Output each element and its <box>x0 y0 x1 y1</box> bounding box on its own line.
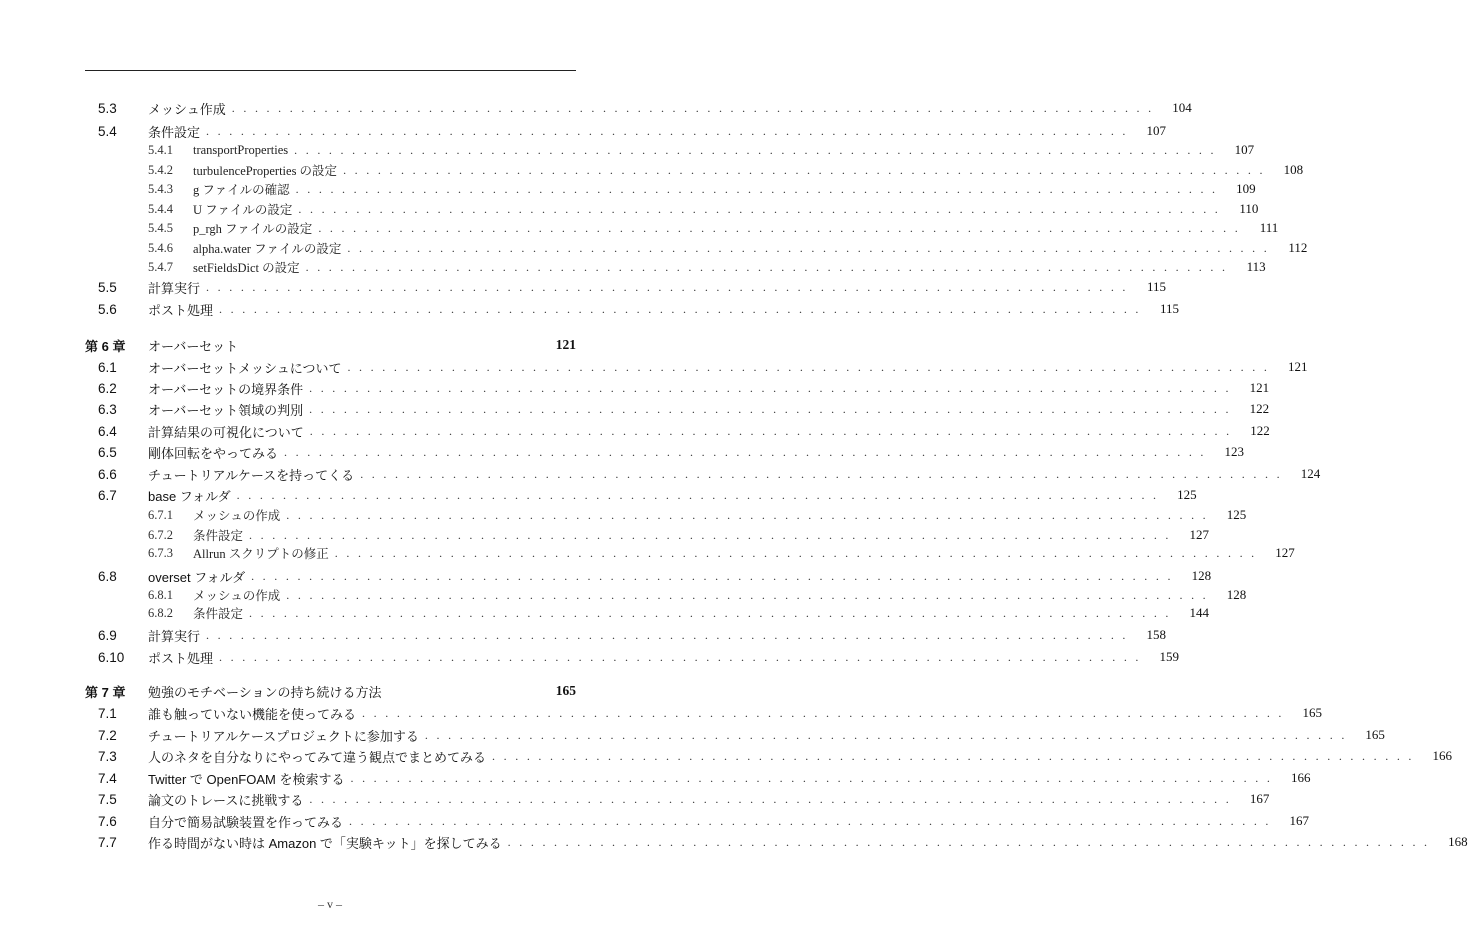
dot-leader: ................................................................................ <box>206 123 1135 138</box>
dot-leader: ................................................................................ <box>424 727 1353 742</box>
toc-title: 条件設定 <box>148 124 201 140</box>
toc-section[interactable] <box>85 647 1180 667</box>
toc-title: オーバーセットの境界条件 <box>148 381 304 397</box>
toc-page: 112 <box>1288 240 1308 255</box>
toc-number: 第 6 章 <box>85 338 126 354</box>
toc-title: 計算結果の可視化について <box>148 424 304 440</box>
toc-page: 122 <box>1249 401 1270 416</box>
dot-leader: ................................................................................ <box>360 466 1289 481</box>
toc-page: 115 <box>1159 301 1180 316</box>
toc-subsection[interactable] <box>85 140 1255 160</box>
toc-title: チュートリアルケースプロジェクトに参加する <box>148 728 419 744</box>
toc-number: 5.4 <box>98 123 117 139</box>
dot-leader: ................................................................................ <box>334 545 1263 560</box>
dot-leader: ................................................................................ <box>298 201 1227 216</box>
toc-title: p_rgh ファイルの設定 <box>193 222 313 236</box>
toc-title: 誰も触っていない機能を使ってみる <box>148 706 357 722</box>
toc-subsection[interactable] <box>85 238 1308 258</box>
toc-title: メッシュの作成 <box>193 589 281 603</box>
toc-title: ポスト処理 <box>148 650 214 666</box>
toc-page: 123 <box>1224 444 1245 459</box>
toc-page: 159 <box>1159 649 1180 664</box>
dot-leader: ................................................................................ <box>350 770 1279 785</box>
toc-subsection[interactable] <box>85 505 1247 525</box>
toc-section[interactable] <box>85 357 1308 377</box>
toc-number: 6.8 <box>98 568 117 584</box>
toc-title: 人のネタを自分なりにやってみて違う観点でまとめてみる <box>148 749 487 765</box>
toc-number: 5.4.5 <box>148 220 173 235</box>
dot-leader: ................................................................................ <box>294 142 1223 157</box>
toc-number: 5.5 <box>98 279 117 295</box>
toc-title: 計算実行 <box>148 628 201 644</box>
toc-section[interactable] <box>85 98 1192 118</box>
toc-page: 121 <box>1249 380 1270 395</box>
toc-title: オーバーセットメッシュについて <box>148 360 342 376</box>
toc-page: 110 <box>1239 201 1259 216</box>
toc-page: 121 <box>555 337 576 352</box>
toc-page: 127 <box>1189 527 1210 542</box>
dot-leader: ................................................................................ <box>295 181 1224 196</box>
dot-leader: ................................................................................ <box>251 568 1180 583</box>
dot-leader: ................................................................................ <box>347 240 1276 255</box>
toc-page: 158 <box>1146 627 1167 642</box>
toc-section[interactable] <box>85 299 1180 319</box>
toc-number: 5.4.2 <box>148 162 173 177</box>
dot-leader: ................................................................................ <box>286 587 1215 602</box>
toc-number: 7.4 <box>98 770 117 786</box>
toc-title: 自分で簡易試験装置を作ってみる <box>148 814 344 830</box>
toc-page: 108 <box>1283 162 1304 177</box>
toc-title: g ファイルの確認 <box>193 183 290 197</box>
dot-leader: ................................................................................ <box>249 527 1178 542</box>
toc-number: 5.4.1 <box>148 142 173 157</box>
toc-subsection[interactable] <box>85 179 1256 199</box>
toc-subsection[interactable] <box>85 160 1304 180</box>
toc-number: 7.3 <box>98 748 117 764</box>
dot-leader: ................................................................................ <box>219 649 1148 664</box>
toc-title: 計算実行 <box>148 280 201 296</box>
toc-title: 勉強のモチベーションの持ち続ける方法 <box>148 684 382 700</box>
toc-page: 165 <box>1302 705 1323 720</box>
toc-section[interactable] <box>85 442 1245 462</box>
toc-section[interactable] <box>85 399 1270 419</box>
toc-page: 144 <box>1189 605 1210 620</box>
toc-number: 6.3 <box>98 401 117 417</box>
toc-title: ポスト処理 <box>148 302 214 318</box>
toc-number: 6.7.3 <box>148 545 173 560</box>
dot-leader: ................................................................................ <box>362 705 1291 720</box>
toc-section[interactable] <box>85 832 1468 852</box>
toc-section[interactable] <box>85 625 1167 645</box>
toc-section[interactable] <box>85 703 1323 723</box>
toc-title: オーバーセット <box>148 338 239 354</box>
dot-leader: ................................................................................ <box>349 813 1278 828</box>
dot-leader: ................................................................................ <box>492 748 1421 763</box>
toc-page: 113 <box>1246 259 1266 274</box>
toc-title: メッシュの作成 <box>193 509 281 523</box>
toc-page: 107 <box>1234 142 1255 157</box>
toc-title: 条件設定 <box>193 607 244 621</box>
toc-section[interactable] <box>85 768 1311 788</box>
toc-number: 7.1 <box>98 705 117 721</box>
toc-subsection[interactable] <box>85 218 1279 238</box>
toc-page: 111 <box>1259 220 1279 235</box>
toc-title: setFieldsDict の設定 <box>193 261 300 275</box>
dot-leader: ................................................................................ <box>206 279 1135 294</box>
dot-leader: ................................................................................ <box>347 359 1276 374</box>
toc-number: 6.10 <box>98 649 125 665</box>
toc-page: 115 <box>1146 279 1167 294</box>
toc-subsection[interactable] <box>85 603 1210 623</box>
dot-leader: ................................................................................ <box>343 162 1272 177</box>
toc-number: 6.7 <box>98 487 117 503</box>
toc-page: 125 <box>1177 487 1197 502</box>
toc-title: 論文のトレースに挑戦する <box>148 792 304 808</box>
toc-number: 第 7 章 <box>85 684 126 700</box>
toc-page: 167 <box>1289 813 1310 828</box>
toc-page: 167 <box>1249 791 1270 806</box>
toc-title: U ファイルの設定 <box>193 203 293 217</box>
toc-section[interactable] <box>85 566 1212 586</box>
toc-title: 作る時間がない時は Amazon で「実験キット」を探してみる <box>148 835 502 851</box>
dot-leader: ................................................................................ <box>318 220 1247 235</box>
dot-leader: ................................................................................ <box>231 100 1160 115</box>
toc-page: 166 <box>1290 770 1311 785</box>
toc-title: 剛体回転をやってみる <box>148 445 279 461</box>
toc-title: base フォルダ <box>148 488 231 504</box>
toc-title: オーバーセット領域の判別 <box>148 402 304 418</box>
toc-page: 165 <box>1365 727 1385 742</box>
toc-number: 6.4 <box>98 423 117 439</box>
toc-number: 5.4.3 <box>148 181 173 196</box>
toc-number: 6.1 <box>98 359 117 375</box>
toc-section[interactable] <box>85 464 1321 484</box>
dot-leader: ................................................................................ <box>206 627 1135 642</box>
dot-leader: ................................................................................ <box>309 401 1238 416</box>
toc-number: 7.7 <box>98 834 117 850</box>
toc-section[interactable] <box>85 811 1310 831</box>
toc-number: 5.6 <box>98 301 117 317</box>
toc-page: 168 <box>1448 834 1468 849</box>
toc-number: 7.5 <box>98 791 117 807</box>
toc-title: チュートリアルケースを持ってくる <box>148 467 355 483</box>
toc-section[interactable] <box>85 421 1270 441</box>
toc-title: alpha.water ファイルの設定 <box>193 242 342 256</box>
toc-page: 125 <box>1226 507 1247 522</box>
toc-title: turbulenceProperties の設定 <box>193 164 338 178</box>
header-rule <box>85 70 576 71</box>
toc-number: 6.8.1 <box>148 587 173 602</box>
toc-subsection[interactable] <box>85 543 1295 563</box>
toc-subsection[interactable] <box>85 257 1266 277</box>
toc-title: overset フォルダ <box>148 569 246 585</box>
dot-leader: ................................................................................ <box>286 507 1215 522</box>
toc-page: 104 <box>1172 100 1192 115</box>
toc-page: 165 <box>555 683 576 698</box>
toc-section[interactable] <box>85 277 1167 297</box>
toc-title: Twitter で OpenFOAM を検索する <box>148 771 345 787</box>
toc-page: 121 <box>1287 359 1308 374</box>
toc-number: 6.2 <box>98 380 117 396</box>
dot-leader: ................................................................................ <box>507 834 1436 849</box>
dot-leader: ................................................................................ <box>236 487 1165 502</box>
toc-number: 6.5 <box>98 444 117 460</box>
toc-section[interactable] <box>85 378 1270 398</box>
dot-leader: ................................................................................ <box>309 380 1238 395</box>
toc-title: transportProperties <box>193 142 289 157</box>
toc-number: 6.6 <box>98 466 117 482</box>
toc-number: 6.8.2 <box>148 605 173 620</box>
toc-section[interactable] <box>85 725 1385 745</box>
toc-page: 122 <box>1250 423 1270 438</box>
toc-page: 166 <box>1432 748 1453 763</box>
toc-title: 条件設定 <box>193 529 244 543</box>
toc-subsection[interactable] <box>85 199 1259 219</box>
toc-number: 5.4.6 <box>148 240 173 255</box>
toc-section[interactable] <box>85 121 1167 141</box>
toc-section[interactable] <box>85 485 1197 505</box>
dot-leader: ................................................................................ <box>284 444 1213 459</box>
toc-page: 128 <box>1226 587 1247 602</box>
toc-number: 6.7.1 <box>148 507 173 522</box>
toc-title: メッシュ作成 <box>148 101 226 117</box>
dot-leader: ................................................................................ <box>219 301 1148 316</box>
dot-leader: ................................................................................ <box>305 259 1234 274</box>
toc-title: Allrun スクリプトの修正 <box>193 547 329 561</box>
toc-page: 128 <box>1191 568 1212 583</box>
dot-leader: ................................................................................ <box>249 605 1178 620</box>
toc-page: 127 <box>1275 545 1295 560</box>
toc-page: 107 <box>1146 123 1167 138</box>
toc-section[interactable] <box>85 746 1453 766</box>
toc-subsection[interactable] <box>85 525 1210 545</box>
dot-leader: ................................................................................ <box>309 423 1238 438</box>
dot-leader: ................................................................................ <box>309 791 1238 806</box>
toc-number: 6.7.2 <box>148 527 173 542</box>
toc-number: 5.4.7 <box>148 259 173 274</box>
page-number: – v – <box>318 897 342 911</box>
toc-number: 5.3 <box>98 100 117 116</box>
toc-page: 124 <box>1300 466 1321 481</box>
toc-chapter[interactable] <box>85 335 576 355</box>
toc-chapter[interactable] <box>85 681 576 701</box>
toc-number: 7.2 <box>98 727 117 743</box>
toc-number: 5.4.4 <box>148 201 173 216</box>
toc-page: 109 <box>1236 181 1256 196</box>
toc-number: 6.9 <box>98 627 117 643</box>
toc-section[interactable] <box>85 789 1270 809</box>
toc-subsection[interactable] <box>85 585 1247 605</box>
toc-number: 7.6 <box>98 813 117 829</box>
